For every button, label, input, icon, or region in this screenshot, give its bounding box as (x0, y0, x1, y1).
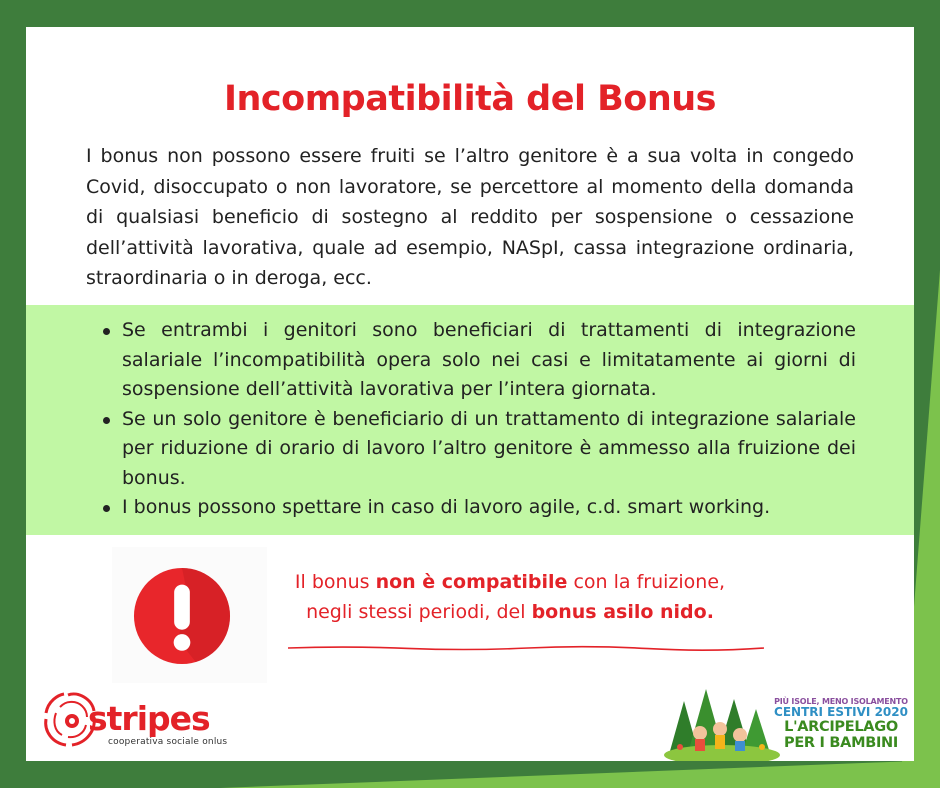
intro-paragraph: I bonus non possono essere fruiti se l’altro genitore è a sua volta in congedo Covid, disoccupato o non lavoratore, se percettore al momento della domanda di qualsiasi beneficio di sostegno al reddito per sospensione o cessazione dell’attività lavorativa, quale ad esempio, NASpI, cassa integrazione ordinaria, straordinaria o in deroga, ecc. (86, 145, 854, 289)
arcipelago-name-line2: PER I BAMBINI (784, 735, 898, 751)
stripes-logo-subtitle: cooperativa sociale onlus (108, 737, 228, 747)
warning-underline (288, 645, 764, 651)
bullet-dot (103, 417, 110, 424)
arcipelago-tagline: PIÙ ISOLE, MENO ISOLAMENTO (774, 697, 908, 706)
frame-light-bottom (220, 760, 940, 788)
bullet-text: Se un solo genitore è beneficiario di un trattamento di integrazione salariale per riduzione di orario di lavoro l’altro genitore è ammesso alla fruizione dei bonus. (122, 407, 856, 489)
stripes-logo-name: stripes (88, 699, 210, 738)
warning-emphasis: bonus asilo nido. (531, 601, 714, 623)
bullet-item (122, 405, 856, 494)
warning-emphasis: non è compatibile (375, 571, 568, 593)
bullet-item (122, 493, 856, 523)
warning-line-2 (270, 597, 750, 627)
exclamation-circle-icon (133, 567, 231, 665)
content-card (26, 27, 914, 761)
bullet-text: Se entrambi i genitori sono beneficiari di trattamenti di integrazione salariale l’incompatibilità opera solo nei casi e limitatamente ai giorni di sospensione dell’attività lavorativa per l’intera giornata. (122, 319, 856, 400)
incompatibility-warning (270, 567, 750, 627)
bullet-dot (103, 328, 110, 335)
arcipelago-name: L'ARCIPELAGO (784, 719, 898, 735)
bullet-list (122, 316, 856, 523)
arcipelago-subtitle: CENTRI ESTIVI 2020 (774, 705, 908, 719)
bullet-text: I bonus possono spettare in caso di lavoro agile, c.d. smart working. (122, 496, 771, 518)
warning-text: negli stessi periodi, del (306, 601, 532, 623)
warning-line-1 (270, 567, 750, 597)
warning-text: con la fruizione, (567, 571, 726, 593)
page-title: Incompatibilità del Bonus (223, 79, 717, 119)
bullet-dot (103, 505, 110, 512)
arcipelago-logo-text (771, 697, 911, 751)
warning-text: Il bonus (294, 571, 376, 593)
bullet-item (122, 316, 856, 405)
